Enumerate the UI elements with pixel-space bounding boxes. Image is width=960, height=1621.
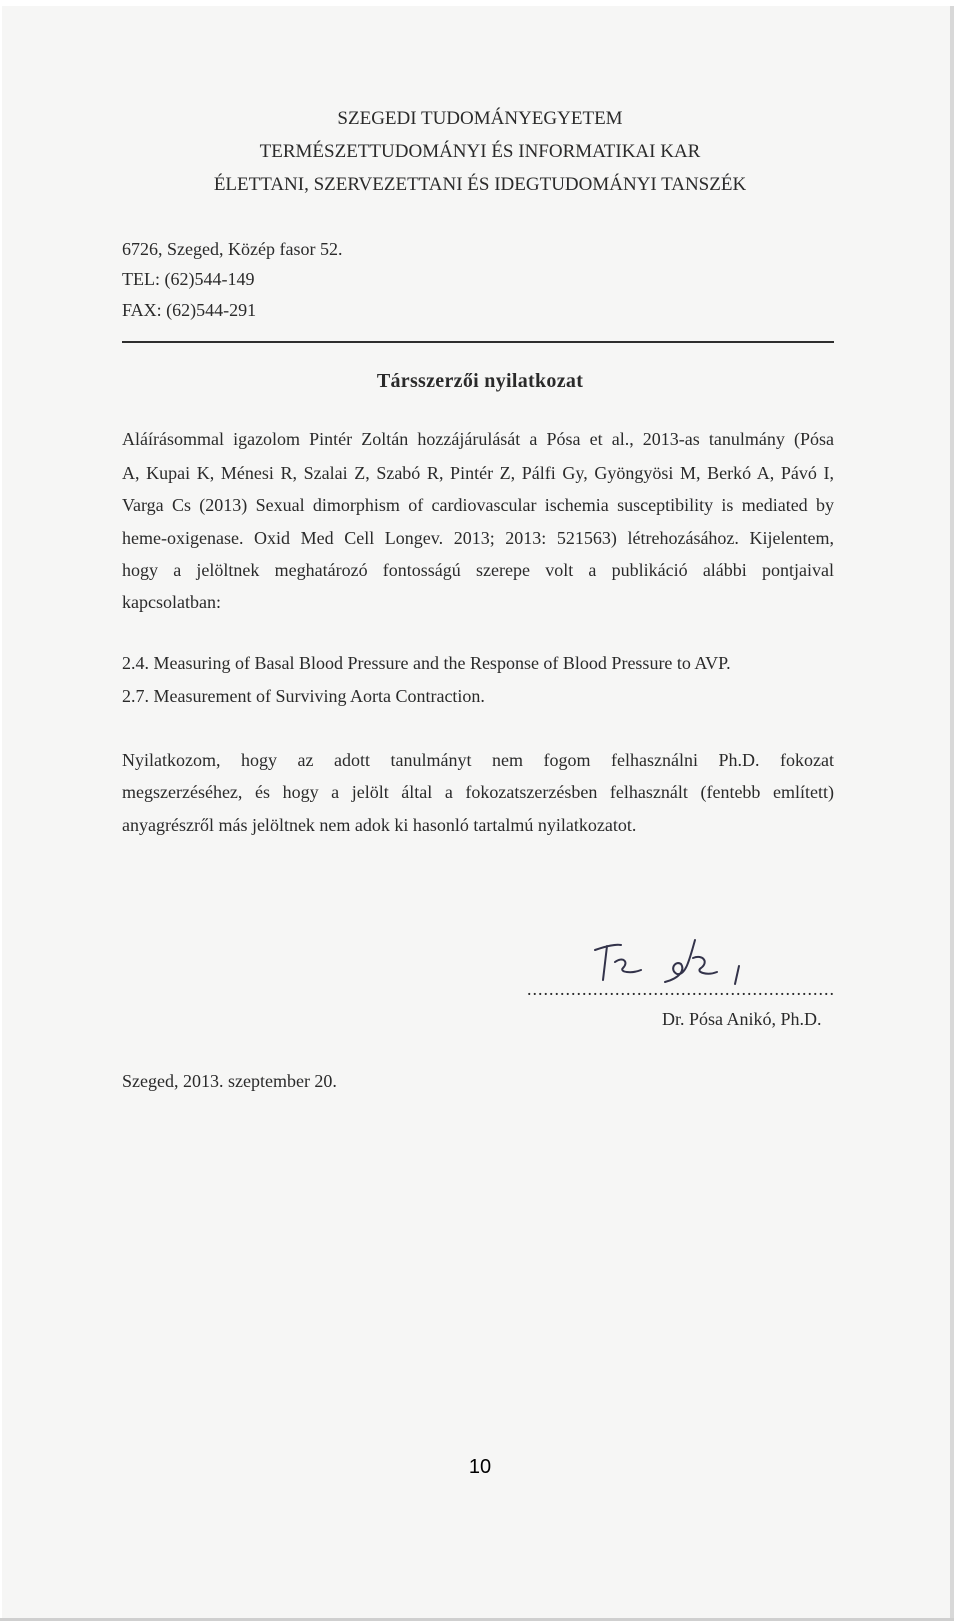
faculty-name: TERMÉSZETTUDOMÁNYI ÉS INFORMATIKAI KAR (259, 141, 701, 162)
paragraph-line: hogy a jelöltnek meghatározó fontosságú szerepe volt a publikáció alábbi pontjaival (122, 560, 834, 580)
paragraph-line: heme-oxigenase. Oxid Med Cell Longev. 2013; 2013: 521563) létrehozásához. Kijelentem, (122, 528, 834, 548)
paragraph-line: kapcsolatban: (122, 592, 221, 612)
paragraph-line: anyagrészről más jelöltnek nem adok ki hasonló tartalmú nyilatkozatot. (122, 815, 637, 835)
university-name: SZEGEDI TUDOMÁNYEGYETEM (337, 108, 623, 129)
signature-line: ........................................................ (527, 979, 835, 999)
signatory-name: Dr. Pósa Anikó, Ph.D. (662, 1009, 822, 1029)
paragraph-line: A, Kupai K, Ménesi R, Szalai Z, Szabó R, Pintér Z, Pálfi Gy, Gyöngyösi M, Berkó A, Pávó I, (122, 463, 834, 483)
header-divider (122, 341, 834, 343)
scan-edge (950, 6, 954, 1620)
fax: FAX: (62)544-291 (122, 300, 257, 320)
paragraph-line: megszerzéséhez, és hogy a jelölt által a fokozatszerzésben felhasznált (fentebb említett) (122, 782, 834, 802)
date-place: Szeged, 2013. szeptember 20. (122, 1071, 337, 1091)
paragraph-line: Nyilatkozom, hogy az adott tanulmányt nem fogom felhasználni Ph.D. fokozat (122, 750, 834, 770)
point-item: 2.7. Measurement of Surviving Aorta Contraction. (122, 686, 485, 706)
department-name: ÉLETTANI, SZERVEZETTANI ÉS IDEGTUDOMÁNYI TANSZÉK (213, 174, 747, 195)
page-number: 10 (468, 1456, 492, 1478)
document-title: Társszerzői nyilatkozat (376, 370, 584, 392)
paragraph-line: Aláírásommal igazolom Pintér Zoltán hozzájárulását a Pósa et al., 2013-as tanulmány (Pósa (122, 429, 834, 449)
telephone: TEL: (62)544-149 (122, 269, 255, 289)
address: 6726, Szeged, Közép fasor 52. (122, 239, 343, 259)
paragraph-line: Varga Cs (2013) Sexual dimorphism of cardiovascular ischemia susceptibility is mediated by (122, 495, 834, 515)
point-item: 2.4. Measuring of Basal Blood Pressure and the Response of Blood Pressure to AVP. (122, 653, 731, 673)
